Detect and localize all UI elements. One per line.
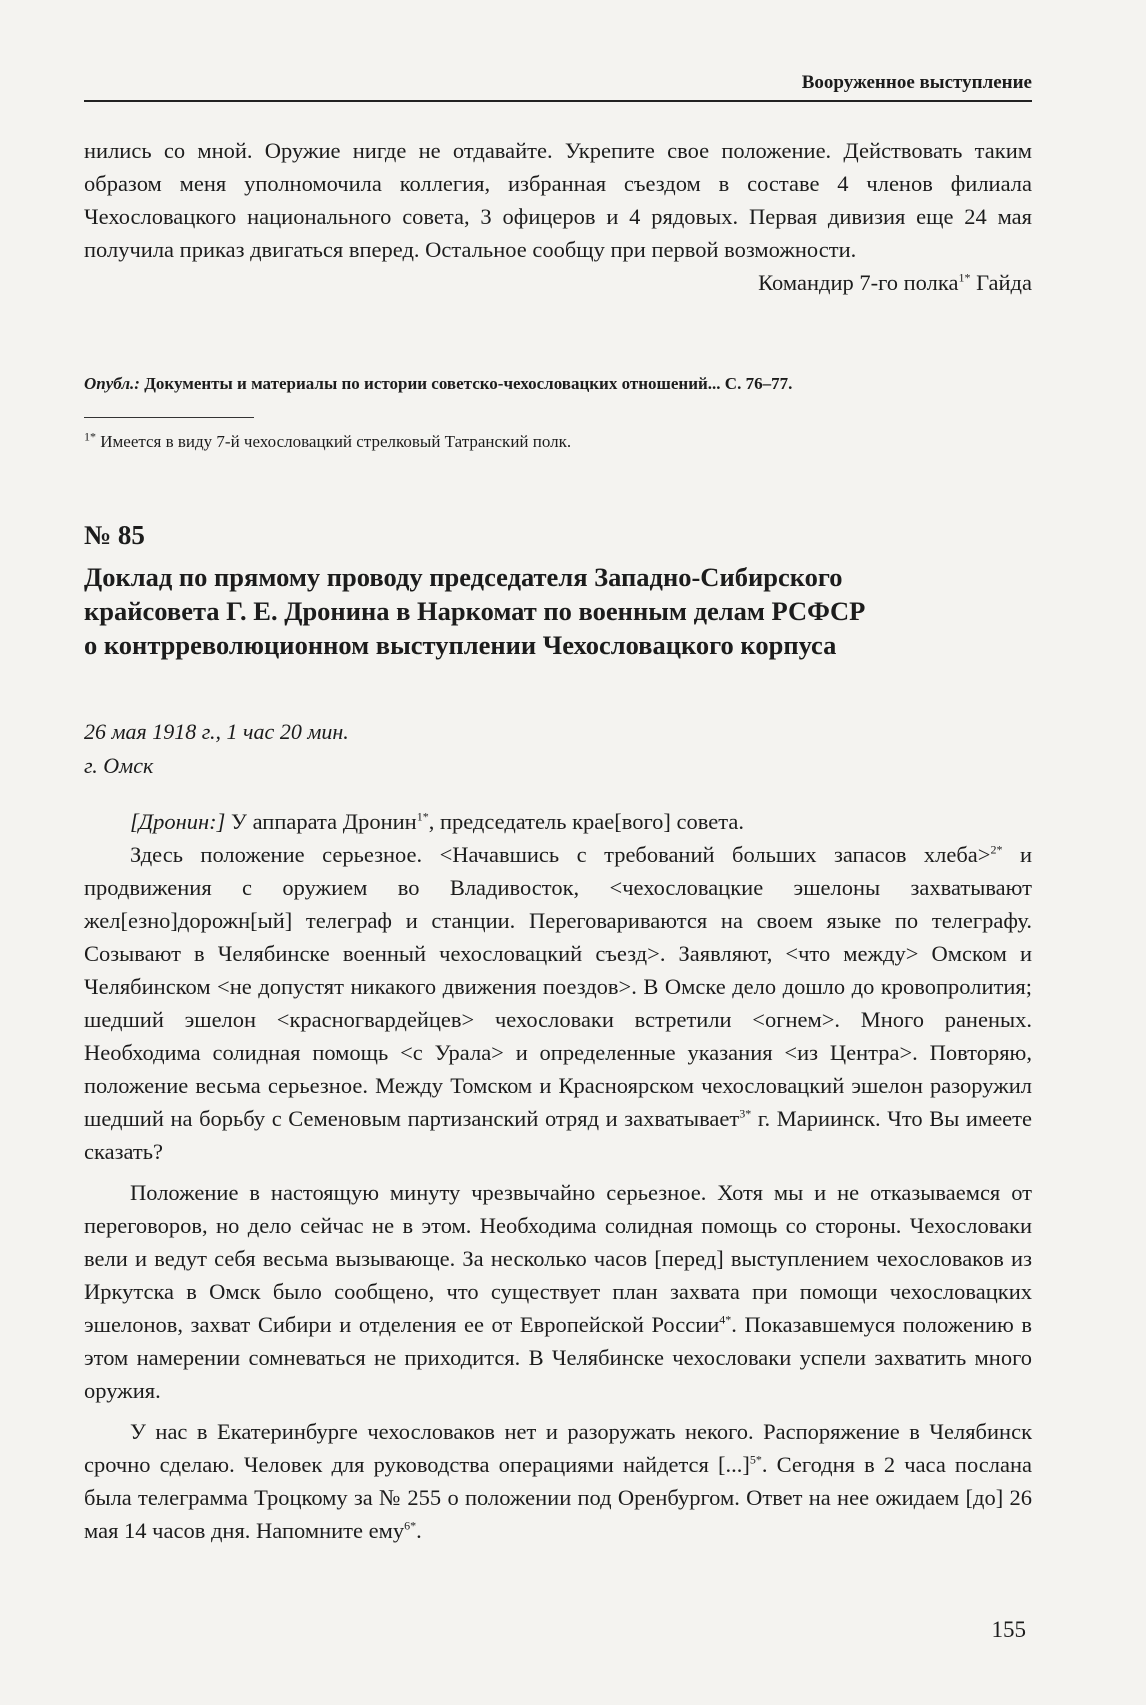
- document-title: Доклад по прямому проводу председателя Западно-Сибирского крайсовета Г. Е. Дронина в Наркомат по военным делам РСФСР о контрреволюционном выступлении Чехословацкого корпуса: [84, 562, 866, 660]
- published-text: Документы и материалы по истории советско-чехословацких отношений... С. 76–77.: [139, 374, 793, 393]
- continuation-block: [84, 134, 1032, 299]
- signature-footnote-ref: 1*: [958, 270, 971, 285]
- document-date: 26 мая 1918 г., 1 час 20 мин.: [84, 719, 349, 744]
- published-label: Опубл.:: [84, 374, 140, 393]
- signature-title: Командир 7-го полка: [758, 270, 959, 295]
- document-place: г. Омск: [84, 753, 154, 778]
- document-number: № 85: [84, 520, 145, 550]
- signature-name: Гайда: [970, 270, 1032, 295]
- body-paragraph-1: [Дронин:] У аппарата Дронин$^{1*}$, председатель крае[вого] совета.: [130, 809, 744, 834]
- footnote-ref: 5*: [749, 1452, 762, 1467]
- footnote-rule: [84, 417, 254, 418]
- publication-reference: [84, 374, 1032, 394]
- footnote-text: Имеется в виду 7-й чехословацкий стрелковый Татранский полк.: [100, 432, 572, 451]
- footnote-mark: 1*: [84, 429, 96, 444]
- body-paragraph-4: У нас в Екатеринбурге чехословаков нет и разоружать некого. Распоряжение в Челябинск срочно сделаю. Человек для руководства операциями найдется [...]$^{5*}$. Сегодня в 2 часа послана была телеграмма Троцкому за № 255 о положении под Оренбургом. Ответ на нее ожидаем [до] 26 мая 14 часов дня. Напомните ему$^{6*}$.: [84, 1419, 1033, 1543]
- footnote-ref: 1*: [416, 809, 429, 824]
- signature-line: [84, 266, 1032, 299]
- body-paragraph-2: Здесь положение серьезное. <Начавшись с требований больших запасов хлеба>$^{2*}$ и продвижения с оружием во Владивосток, <чехословацкие эшелоны захватывают жел[езно]дорожн[ый] телеграф и станции. Переговариваются на своем языке по телеграфу. Созывают в Челябинске военный чехословацкий съезд>. Заявляют, <что между> Омском и Челябинском <не допустят никакого движения поездов>. В Омске дело дошло до кровопролития; шедший эшелон <красногвардейцев> чехословаки встретили <огнем>. Много раненых. Необходима солидная помощь <с Урала> и определенные указания <из Центра>. Повторяю, положение весьма серьезное. Между Томском и Красноярском чехословацкий эшелон разоружил шедший на борьбу с Семеновым партизанский отряд и захватывает$^{3*}$ г. Мариинск. Что Вы имеете сказать?: [84, 842, 1032, 1164]
- body-paragraph-3: Положение в настоящую минуту чрезвычайно серьезное. Хотя мы и не отказываемся от переговоров, но дело сейчас не в этом. Необходима солидная помощь со стороны. Чехословаки вели и ведут себя весьма вызывающе. За несколько часов [перед] выступлением чехословаков из Иркутска в Омск было сообщено, что существует план захвата при помощи чехословацких эшелонов, захват Сибири и отделения ее от Европейской России$^{4*}$. Показавшемуся положению в этом намерении сомневаться не приходится. В Челябинске чехословаки успели захватить много оружия.: [84, 1180, 1032, 1403]
- footnote: [84, 429, 572, 452]
- continuation-paragraph: нились со мной. Оружие нигде не отдавайте. Укрепите свое положение. Действовать таким образом меня уполномочила коллегия, избранная съездом в составе 4 членов филиала Чехословацкого национального совета, 3 офицеров и 4 рядовых. Первая дивизия еще 24 мая получила приказ двигаться вперед. Остальное сообщу при первой возможности.: [84, 138, 1032, 262]
- document-body: [84, 805, 1032, 1547]
- speaker-label: [Дронин:]: [130, 809, 226, 834]
- footnote-ref: 2*: [990, 842, 1003, 857]
- footnote-ref: 3*: [739, 1106, 752, 1121]
- page-number: 155: [991, 1617, 1026, 1642]
- footnote-ref: 6*: [404, 1518, 417, 1533]
- running-head: Вооруженное выступление: [84, 72, 1032, 102]
- footnote-ref: 4*: [719, 1312, 732, 1327]
